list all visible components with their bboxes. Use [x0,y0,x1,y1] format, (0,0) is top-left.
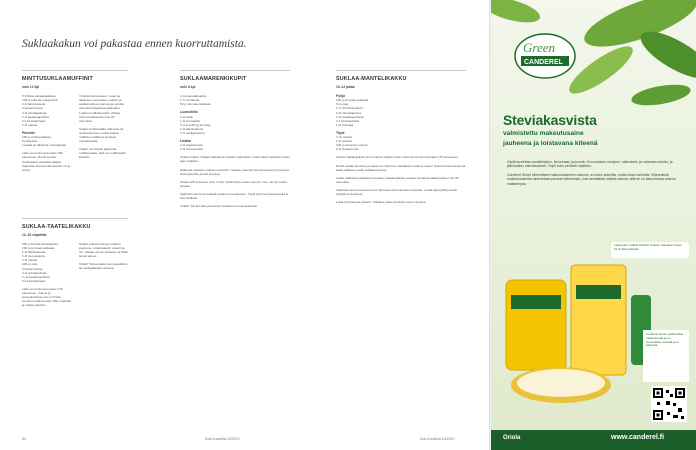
ingredient: 1 ½ dl fariinisokeria [336,106,363,111]
issue-footer: Koti-Kuudella 23/2013 [205,437,240,441]
ingredient: ½ dl maitoa [336,135,352,140]
method-step: Sulata suklaa. Vatkaa valkuaiset kovaksi vaahdoksi. Lisää sokeri vähitellen koko ajan vatkaten. [180,155,290,164]
ingredient-list [180,115,290,135]
recipe-column-3 [336,70,466,208]
ingredient-list [336,98,466,127]
recipe-title: SUKLAAMARENKIKUPIT [180,76,247,82]
offer-bubble: Lataa jutun välitse kokeilu! Kokeile Canderel Green 10 % alennuksella [611,242,689,258]
recipe-body [22,242,128,311]
ingredient: 1 dl fariinisokeria [22,250,46,255]
ingredients-block [22,242,71,311]
logo-green-text: Green [523,40,556,55]
canderel-green-logo [513,22,577,82]
ingredient: 5 Pirkka-suklaapalakkaa [22,94,56,99]
tip: Vinkki! Tarjoa kakku kermavaahdon tai vaniljajäätelön kanssa. [79,262,128,271]
ingredient: 3 rkl kaakaojauhetta [336,114,364,119]
ingredient: 3 munaa [336,102,349,107]
canderel-advertisement [491,0,696,450]
ingredient-list [180,94,290,106]
method-step: Kääntele sulatettu suklaa marenkiin. Nostele marenki pursotinpussiin ja pursota leivinpaperille pieniä kuppeja. [180,167,289,176]
recipe-title: SUKLAA-TAATELIKAKKU [22,223,91,230]
ingredient-list [22,94,71,127]
recipe-yield: noin 12 kpl [22,85,40,90]
ingredient: 50 g tummaa suklaata [180,102,211,107]
ad-body-text [507,160,683,190]
ingredient: 1 dl voisulaa [336,122,354,127]
ingredient: ½ pss (100 g) luumuja [180,122,211,127]
frosting-list [22,135,71,147]
ingredient: 1 dl tuorejuustoa [180,147,203,152]
ad-subtitle: valmistettu makeutusaine [503,130,584,137]
recipe-yield: noin 8 kpl [180,85,196,90]
ingredient: 1 dl vettä [180,114,193,119]
method-step: Laita uuni kuumenemaan 175 asteeseen. Voitele ja korppujauhota noin 1,5 litran vetoinen kakkuvuoka. Pilko taateliat ja suklaa paloiksi. [22,286,72,308]
recipe-column-1 [22,70,128,311]
divider [336,70,466,71]
ingredient: 1 dl tomusokeria [22,254,45,259]
ingredient: 100 g tummaa suklaata [22,246,55,251]
ingredient: 2 kananmunaa [22,266,43,271]
ingredient: 200 g voita [22,262,38,267]
method-step: Vaahdota kerma ja sekoita joukkoon tuorejuusto. Täytä kupit kermaseoksella ja luumuhillolla. [180,191,289,200]
recipe-column-2 [180,70,290,212]
info-box: Canderel Green pitää tarkat maskutumaa ja on luonnollista; steviaa ja ei kaloreita. [643,330,689,382]
method-step: Yhdistä kuiva-aineet. Lisää ne taikinaan vuorotellen maidon ja suklaarouheen kanssa ja sekoita varovasti tasaiseksi taikinaksi. Lusikoi muffinsivuokiin. Paista uunin keskitasolla noin 20 minuuttia. [79,94,124,123]
ingredient: ½ tl vaniljasokeria [180,130,205,135]
logo-brand-text: CANDEREL [524,59,563,66]
method-step: Laita uuni kuumenemaan 200 asteeseen. Rouhi kylmät suklaapalat veitsellä paloiksi. Vaahdota huoneenlämpöinen voi ja sokeri. [22,151,71,172]
method-block [79,242,128,311]
recipe-yield: 10–12 palaa [336,85,355,90]
method-step: Sulata suklaa kuuman maidon joukossa. Lisää taatelit, sokerit ja voi. Vatkaa munat yksitellen ja lisää kuivat aineet. [79,241,128,259]
method-step: Rouhi suklaa hienoksi ja sulata se mikrossa. Vaahdota munat ja sokeri. Sekoita kuiva-aineet ja lisää vaahtoon sulan suklaan kanssa. [336,163,466,172]
ingredient: 4 dl vehnäjauhoja [22,270,47,275]
ingredient: 2 dl vispikermaa [336,147,359,152]
ad-title: Steviakasvista [503,112,597,128]
ingredient: 3 munanvalkuaista [180,94,206,99]
section-heading: Lisäksi [180,139,192,144]
ingredient: 1 tl leivinjauhetta [336,118,360,123]
ad-subtitle: jauheena ja loistavana kiteenä [503,140,598,147]
section-heading: Pinnoite [22,130,36,135]
ingredient: Koristeeksi [22,139,38,144]
ingredient: 3 dl vehnäjauhoja [22,110,47,115]
recipe-yield: 12–15 viipaletta [22,232,47,237]
recipe-body [22,94,128,176]
divider [22,70,128,71]
company-logo: Oriola [503,435,521,441]
tip: Lisää tarvittaessa sokeria. Halkaise kakku ja täytä ennen tarjoilua. [336,200,427,205]
ingredient: mustaa ja valkoista marsipaania [22,143,67,148]
method-step: Laske taikinaan tasaisesti vuokaan. Kaada taikina vuokaan ja paista kakkupohjaa noin 35 minuuttia. [336,175,459,184]
ingredient: 2 dl sokeria [336,139,352,144]
ad-footer-bar [491,430,696,450]
page-number: 64 [22,437,26,441]
ingredient: 1 dl maitoa [22,258,38,263]
ingredient: ½ dl kaakaojauhetta [22,274,50,279]
ingredient: 1 dl maitoa [22,122,38,127]
ad-paragraph: Käytä kuolettaa sunnittelijoien, leivonnaan ja juomiin. Ennomaisen manjoen, valkoiseen ja ruskeaan kahviin, ja jälkiruokien valmistukseen. Sopii koko perheen käyttöön. [507,160,673,169]
ingredient: 1 ½ dl sokeria [180,98,200,103]
qr-code-icon[interactable] [651,386,687,422]
ingredient-list [22,242,71,283]
website-link[interactable]: www.canderel.fi [611,434,665,441]
method-step: Sulata minttusuklaa mikrossa tai vesihauteessa. Levitä suklaa muffinien päälle ja koristele marsipaanilla. [79,126,124,144]
method-step: Vaahdota kerma ja kuumenna mikrossa sitruunamehun kanssa. Levitä täyte jäähtyneelle pohjalle ja koristele. [336,187,458,196]
tip: Vinkki! Jos käytät paperisia muffinivuokia, laita ne muffinipellin koloihin. [79,147,126,160]
tip: Vinkki! Voit korvata punaviinin vedellä tai omenamehulla. [180,204,258,209]
ingredient: 125 g voita tai margariinia [22,98,58,103]
recipe-title: SUKLAA-MANTELIKAKKU [336,76,407,82]
ingredient-list [336,135,466,151]
ingredient: 2 tl leivinjauhetta [22,118,46,123]
method-block [79,94,128,176]
ingredient: 100 g tummaa suklaata [336,98,369,103]
issue-footer: Koti-Kuudella 23/2013 [420,437,455,441]
ingredient: 250 g kivettömiä taateleita [22,241,58,246]
ad-paragraph: Canderel Green kiilennäisen makeutusaineen rakenne on kuten sokerilla, mutta ilman kaloreita. Kiilennäistä makeutusainetta ainnotetaan puoleet vähemmän, kuin tarvittaisiin määrä sokeria, sillä se on kaksi kertaa sokeria makeampaa. [507,172,676,186]
section-heading: Täyte [336,130,345,135]
ingredient: 1 dl punaviiniä [180,118,200,123]
ingredient: 2 tl leivinjauhetta [22,278,46,283]
divider [22,218,128,219]
page-headline: Suklaakakun voi pakastaa ennen kuorruttamista. [22,38,247,50]
section-heading: Pohja [336,94,345,99]
ingredient: 1 dl kaakaojauhetta [22,114,49,119]
ingredient: 2 kananmunaa [22,106,43,111]
ingredient: 100 g minttusuklaata [22,135,51,140]
ingredients-block [22,94,71,176]
recipe-title: MINTTUSUKLAAMUFFINIT [22,76,93,82]
ingredient: 2 dl vispikermaa [180,143,203,148]
ingredient: 2 dl fariinisokeria [22,102,46,107]
ad-headline [503,112,689,148]
ingredient: 2 dl mantelijauhoa [336,110,362,115]
ingredient-list [180,143,290,151]
ingredient: 1 dl fariinisokeria [180,126,204,131]
section-heading: Luumuhillo [180,110,198,115]
method-step: Paista 125 asteessa noin 1 tunti. Keitä hilloa varten luumut, vesi, viini ja sokeri kasaan. [180,179,287,188]
method-step: Voitele halkaisijaltaan 24 senttinen kakkuvuoka. Laita uuni kuumenemaan 175 asteeseen. [336,155,459,160]
divider [180,70,290,71]
ingredient: 100 g sitruunan mehua [336,143,368,148]
